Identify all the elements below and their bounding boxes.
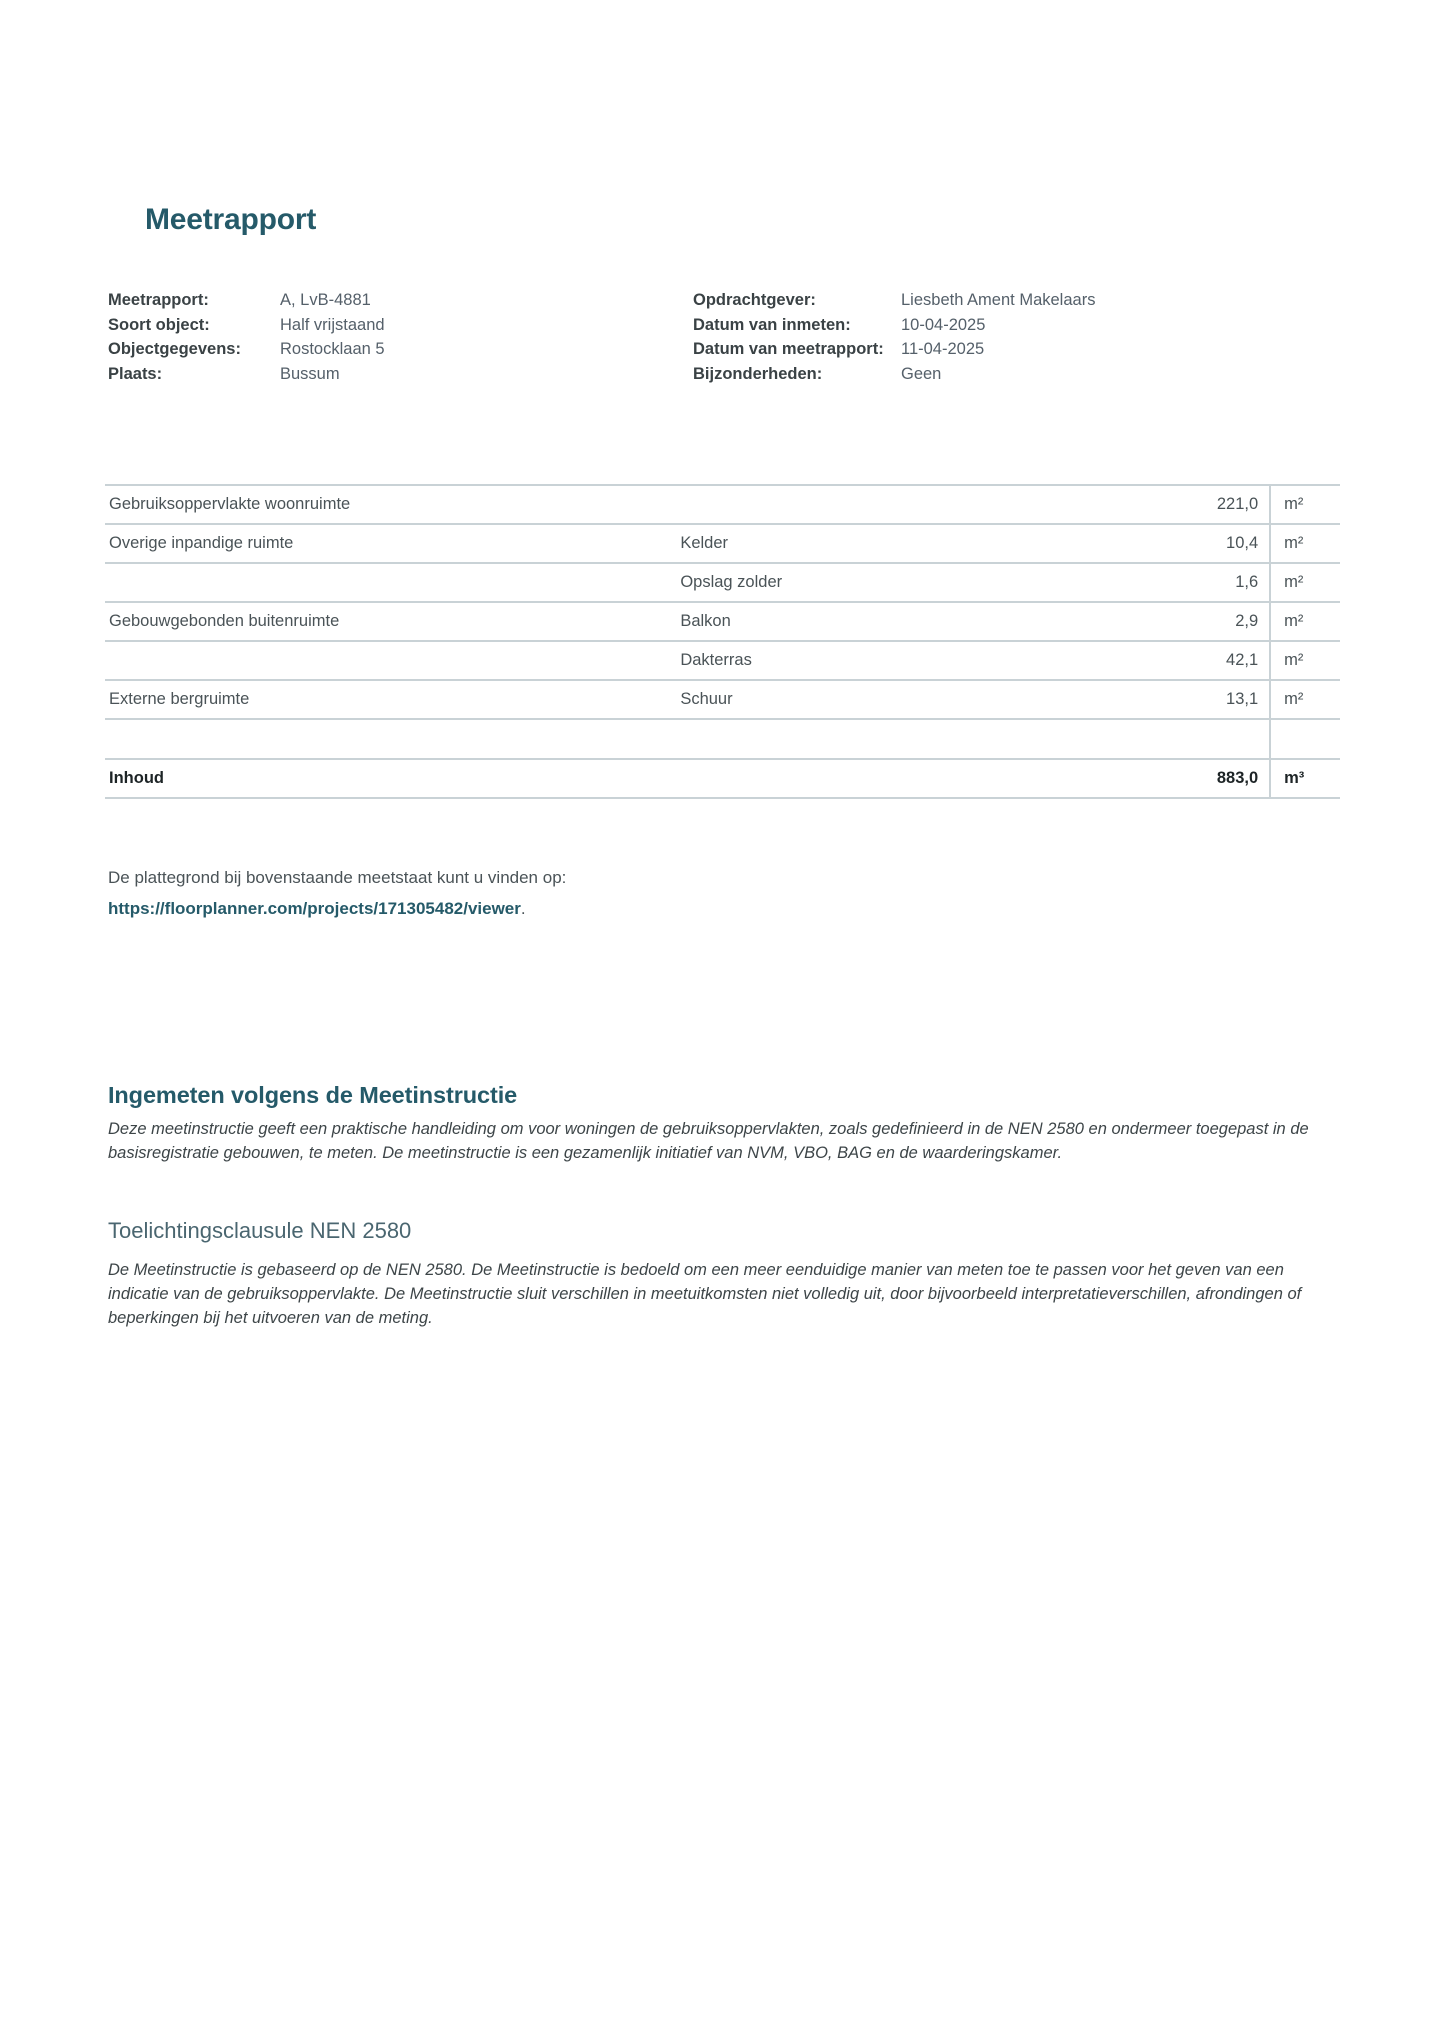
metadata-value: 11-04-2025 bbox=[901, 340, 985, 358]
cell-value bbox=[1172, 719, 1271, 759]
section-heading-meetinstructie: Ingemeten volgens de Meetinstructie bbox=[108, 1081, 518, 1108]
cell-unit: m² bbox=[1270, 641, 1340, 680]
cell-category: Gebouwgebonden buitenruimte bbox=[105, 602, 680, 641]
metadata-label: Plaats: bbox=[108, 364, 163, 383]
cell-category bbox=[105, 641, 680, 680]
floorplan-url-link[interactable]: https://floorplanner.com/projects/171305482/viewer bbox=[108, 899, 521, 918]
cell-category: Inhoud bbox=[105, 759, 680, 798]
metadata-value: 10-04-2025 bbox=[901, 315, 986, 334]
metadata-value: Liesbeth Ament Makelaars bbox=[901, 291, 1096, 309]
table-row bbox=[105, 524, 1340, 563]
metadata-value: Rostocklaan 5 bbox=[280, 340, 385, 358]
table-row bbox=[105, 602, 1340, 641]
metadata-value: Half vrijstaand bbox=[280, 315, 385, 334]
metadata-value: Geen bbox=[901, 364, 942, 383]
cell-value: 1,6 bbox=[1172, 563, 1271, 602]
cell-value: 221,0 bbox=[1172, 485, 1271, 524]
metadata-label: Datum van meetrapport: bbox=[693, 340, 884, 358]
cell-unit: m³ bbox=[1270, 759, 1340, 798]
metadata-label: Meetrapport: bbox=[108, 291, 209, 309]
metadata-value: Bussum bbox=[280, 364, 340, 383]
cell-category: Overige inpandige ruimte bbox=[105, 524, 680, 563]
metadata-column-left bbox=[108, 288, 693, 386]
cell-category: Externe bergruimte bbox=[105, 680, 680, 719]
floorplan-url-line bbox=[108, 893, 566, 924]
cell-unit bbox=[1270, 719, 1340, 759]
metadata-left-values bbox=[280, 288, 385, 386]
metadata-label: Datum van inmeten: bbox=[693, 315, 851, 334]
page-title: Meetrapport bbox=[145, 203, 317, 237]
metadata-column-right bbox=[693, 288, 1338, 386]
floorplan-url-suffix: . bbox=[520, 899, 526, 918]
cell-subcategory: Balkon bbox=[680, 602, 1171, 641]
floorplan-link-block bbox=[108, 862, 566, 924]
report-metadata bbox=[108, 288, 1338, 386]
cell-unit: m² bbox=[1270, 485, 1340, 524]
cell-subcategory bbox=[680, 759, 1171, 798]
table-row bbox=[105, 680, 1340, 719]
cell-category: Gebruiksoppervlakte woonruimte bbox=[105, 485, 680, 524]
cell-unit: m² bbox=[1270, 680, 1340, 719]
cell-value: 10,4 bbox=[1172, 524, 1271, 563]
measurement-table-body bbox=[105, 485, 1340, 798]
metadata-label: Bijzonderheden: bbox=[693, 364, 823, 383]
cell-unit: m² bbox=[1270, 524, 1340, 563]
cell-unit: m² bbox=[1270, 563, 1340, 602]
cell-category bbox=[105, 563, 680, 602]
metadata-value: A, LvB-4881 bbox=[280, 291, 371, 309]
cell-value: 13,1 bbox=[1172, 680, 1271, 719]
cell-subcategory: Opslag zolder bbox=[680, 563, 1171, 602]
metadata-right-values bbox=[901, 288, 1095, 386]
cell-subcategory: Dakterras bbox=[680, 641, 1171, 680]
table-row bbox=[105, 485, 1340, 524]
section-body-meetinstructie: Deze meetinstructie geeft een praktische handleiding om voor woningen de gebruiksoppervlakten, zoals gedefinieerd in de NEN 2580 en ondermeer toegepast in de basisregistratie gebouwen, te meten. De meetinstructie is een gezamenlijk initiatief van NVM, VBO, BAG en de waarderingskamer. bbox=[108, 1119, 1309, 1162]
cell-unit: m² bbox=[1270, 602, 1340, 641]
cell-value: 883,0 bbox=[1172, 759, 1271, 798]
cell-subcategory: Kelder bbox=[680, 524, 1171, 563]
table-row bbox=[105, 759, 1340, 798]
table-spacer-row bbox=[105, 719, 1340, 759]
table-row bbox=[105, 641, 1340, 680]
measurement-table bbox=[105, 484, 1340, 799]
section-heading-nen2580: Toelichtingsclausule NEN 2580 bbox=[108, 1218, 412, 1243]
metadata-left-labels bbox=[108, 288, 280, 386]
cell-subcategory: Schuur bbox=[680, 680, 1171, 719]
metadata-label: Soort object: bbox=[108, 315, 210, 334]
cell-subcategory bbox=[680, 485, 1171, 524]
section-body-nen2580: De Meetinstructie is gebaseerd op de NEN 2580. De Meetinstructie is bedoeld om een meer eenduidige manier van meten toe te passen voor het geven van een indicatie van de gebruiksoppervlakte. De Meetinstructie sluit verschillen in meetuitkomsten niet volledig uit, door bijvoorbeeld interpretatieverschillen, afrondingen of beperkingen bij het uitvoeren van de meting. bbox=[108, 1260, 1302, 1327]
metadata-right-labels bbox=[693, 288, 901, 386]
cell-value: 2,9 bbox=[1172, 602, 1271, 641]
metadata-label: Opdrachtgever: bbox=[693, 291, 816, 309]
floorplan-intro-text: De plattegrond bij bovenstaande meetstaat kunt u vinden op: bbox=[108, 868, 567, 887]
cell-category bbox=[105, 719, 680, 759]
cell-subcategory bbox=[680, 719, 1171, 759]
cell-value: 42,1 bbox=[1172, 641, 1271, 680]
metadata-label: Objectgegevens: bbox=[108, 340, 241, 358]
table-row bbox=[105, 563, 1340, 602]
